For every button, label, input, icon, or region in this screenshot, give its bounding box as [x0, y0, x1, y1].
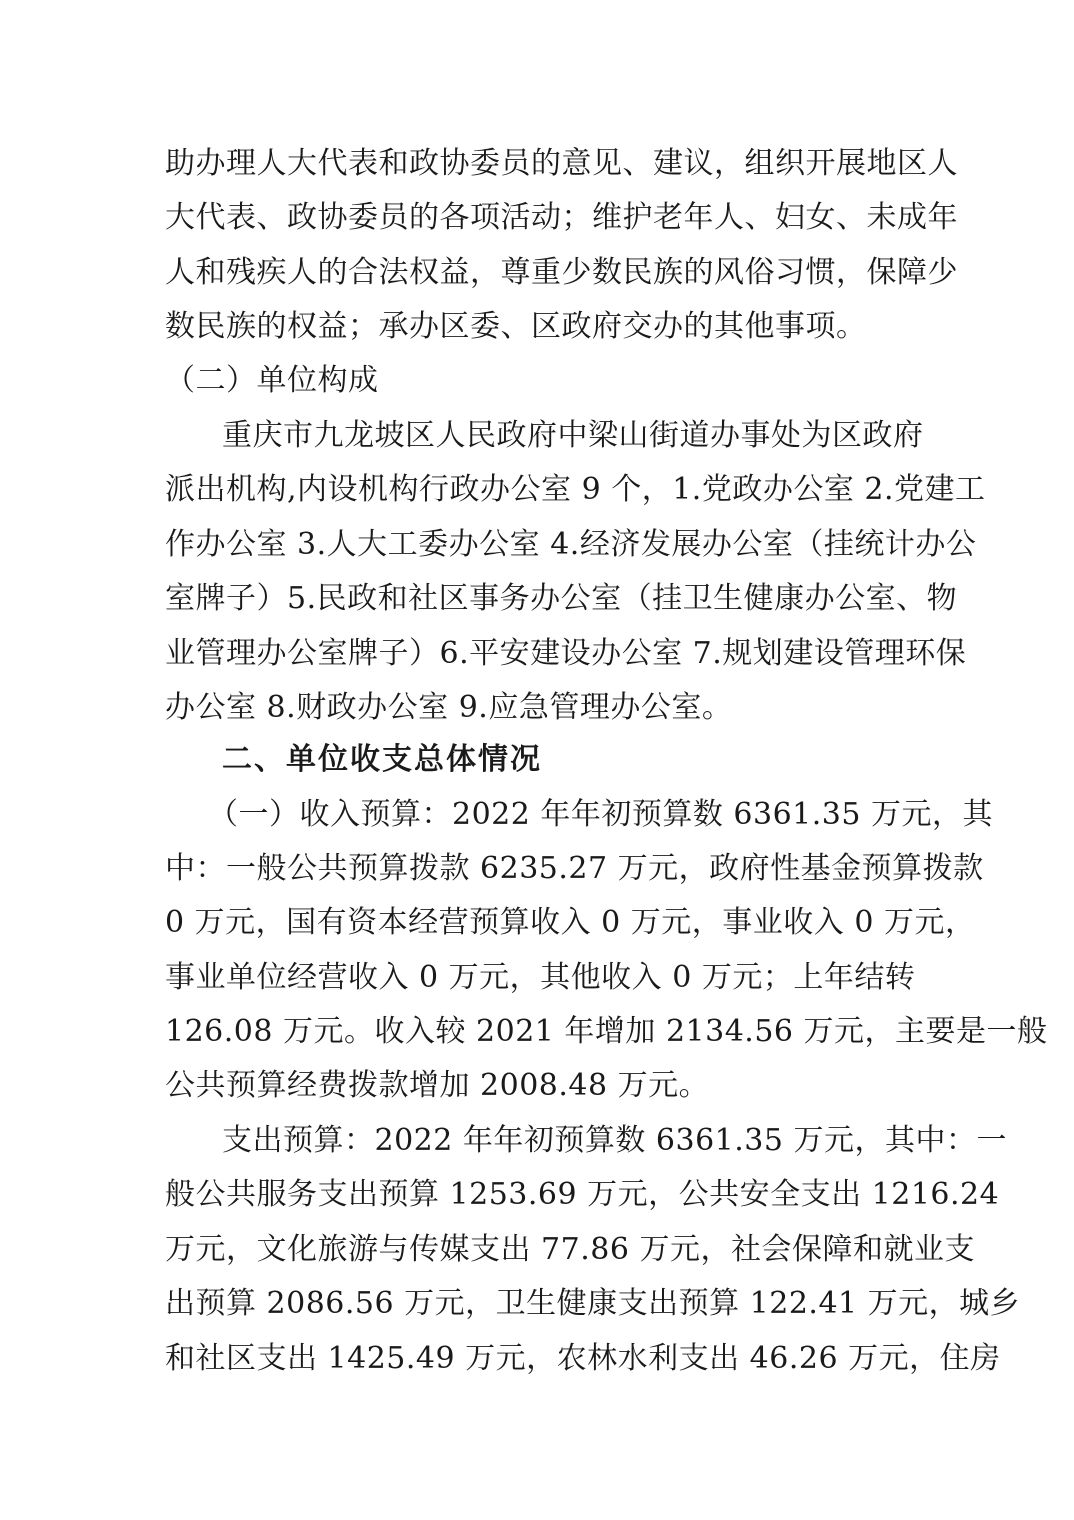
body-text-line: 公共预算经费拨款增加 2008.48 万元。 [165, 1068, 710, 1103]
section-subheading: （二）单位构成 [165, 363, 379, 398]
body-text-line: 人和残疾人的合法权益，尊重少数民族的风俗习惯，保障少 [165, 255, 958, 290]
body-text-line: 业管理办公室牌子）6.平安建设办公室 7.规划建设管理环保 [165, 636, 967, 671]
body-text-line: 事业单位经营收入 0 万元，其他收入 0 万元；上年结转 [165, 960, 916, 995]
body-text-line: 作办公室 3.人大工委办公室 4.经济发展办公室（挂统计办公 [165, 527, 977, 562]
body-text-line: 派出机构,内设机构行政办公室 9 个，1.党政办公室 2.党建工 [165, 472, 986, 507]
body-text-line: 中：一般公共预算拨款 6235.27 万元，政府性基金预算拨款 [165, 851, 984, 886]
body-text-line: 支出预算：2022 年年初预算数 6361.35 万元，其中：一 [222, 1123, 1008, 1158]
body-text-line: 出预算 2086.56 万元，卫生健康支出预算 122.41 万元，城乡 [165, 1286, 1021, 1321]
body-text-line: 0 万元，国有资本经营预算收入 0 万元，事业收入 0 万元， [165, 905, 976, 940]
section-heading: 二、单位收支总体情况 [222, 742, 542, 777]
body-text-line: 办公室 8.财政办公室 9.应急管理办公室。 [165, 690, 733, 725]
body-text-line: 126.08 万元。收入较 2021 年增加 2134.56 万元，主要是一般 [165, 1014, 1048, 1049]
body-text-line: 般公共服务支出预算 1253.69 万元，公共安全支出 1216.24 [165, 1177, 1000, 1212]
body-text-line: 大代表、政协委员的各项活动；维护老年人、妇女、未成年 [165, 200, 958, 235]
body-text-line: 数民族的权益；承办区委、区政府交办的其他事项。 [165, 309, 867, 344]
body-text-line: 助办理人大代表和政协委员的意见、建议，组织开展地区人 [165, 146, 958, 181]
body-text-line: 室牌子）5.民政和社区事务办公室（挂卫生健康办公室、物 [165, 581, 958, 616]
body-text-line: 和社区支出 1425.49 万元，农林水利支出 46.26 万元，住房 [165, 1341, 1001, 1376]
body-text-line: 重庆市九龙坡区人民政府中梁山街道办事处为区政府 [222, 418, 924, 453]
body-text-line: （一）收入预算：2022 年年初预算数 6361.35 万元，其 [208, 797, 994, 832]
body-text-line: 万元，文化旅游与传媒支出 77.86 万元，社会保障和就业支 [165, 1232, 975, 1267]
